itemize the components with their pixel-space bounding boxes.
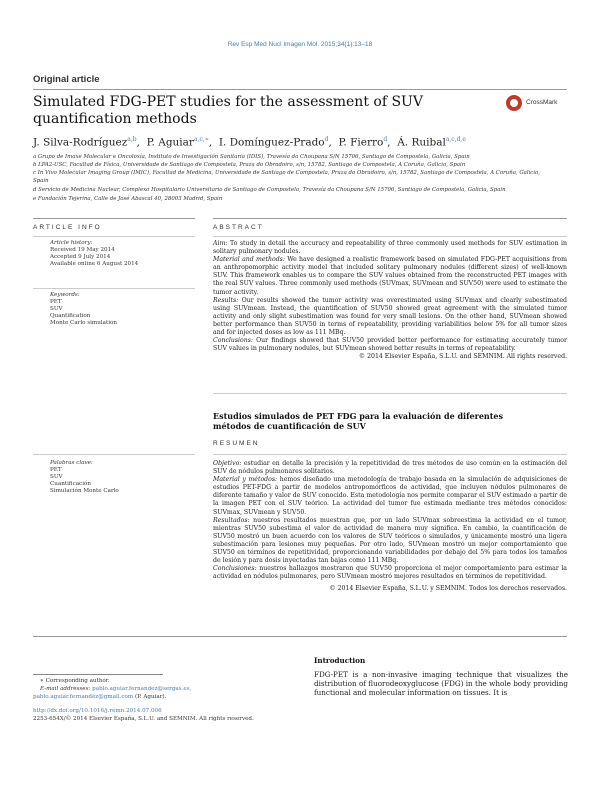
author-name: P. Fierro: [338, 136, 384, 149]
crossmark-label[interactable]: CrossMark: [526, 99, 558, 106]
email-line: E-mail addresses: pablo.aguiar.fernandez@sergas.es,: [40, 686, 192, 692]
crossmark-icon-center: [510, 99, 518, 107]
issn-line: 2253-654X/© 2014 Elsevier España, S.L.U. and SEMNIM. All rights reserved.: [33, 716, 254, 722]
keywords-divider: [33, 288, 195, 289]
email-line-2: pablo.aguiar.fernandez@gmail.com (P. Aguiar).: [33, 694, 167, 700]
doi-link[interactable]: http://dx.doi.org/10.1016/j.remn.2014.07.006: [33, 708, 162, 714]
resumen-heading: RESUMEN: [213, 440, 260, 447]
abstract-heading: ABSTRACT: [213, 224, 264, 231]
author-name: J. Silva-Rodríguez: [33, 136, 128, 149]
email-link[interactable]: pablo.aguiar.fernandez@gmail.com: [33, 694, 134, 700]
article-type: Original article: [33, 74, 100, 85]
abstract-body: Aim: To study in detail the accuracy and repeatability of three commonly used methods for SUV estimation in solitary pulmonary nodules. Material and methods: We have designed a realistic framework based on simulated FDG-PET acquisitions from an anthropomorphic activity model that included solitary pulmonary nodules (different sizes) of well-known SUV. This framework enables us to compare the SUV values obtained from the reconstructed PET images with the real SUV values. Three commonly used methods (SUVmax, SUVmean and SUV50) were used to estimate the tumor activity. Results: Our results showed the tumor activity was overestimated using SUVmax and clearly subestimated using SUVmean. Instead, the quantification of SUV50 showed great agreement with the simulated tumor activity and only slight subestimation was found for very small lesions. On the other hand, SUVmean showed better performance than SUV50 in terms of repeatability, providing variabilities below 5% for all tumor sizes and for injected doses as low as 111 MBq. Conclusions: Our findings showed that SUV50 provided better performance for estimating accurately tumor SUV values in pulmonary nodules, but SUVmean showed better results in terms of repeatability. © 2014 Elsevier España, S.L.U. and SEMNIM. All rights reserved.: [213, 240, 568, 361]
journal-citation[interactable]: Rev Esp Med Nucl Imagen Mol. 2015;34(1):13–18: [227, 41, 373, 48]
affiliation: c In Vivo Molecular Imaging Group (IMIC), Facultad de Medicina, Universidade de Santiago de Compostela, Praza do Obradoiro, s/n, 15782, Santiago de Compostela, A Coruña, Galicia,: [33, 170, 540, 176]
article-history: Article history: Received 19 May 2014 Accepted 9 July 2014 Available online 6 August 2014: [50, 240, 139, 267]
affiliation: d Servicio de Medicina Nuclear, Complexo Hospitalario Universitario de Santiago de Compostela, Travesía da Choupana S/N 15706, Santiago de Compostela, Galicia, Spain: [33, 187, 506, 193]
spanish-title: Estudios simulados de PET FDG para la evaluación de diferentes métodos de cuantificación de SUV: [213, 411, 504, 431]
affiliation: Spain: [33, 178, 49, 184]
affiliation: e Fundación Tejerina, Calle de José Abascal 40, 28003 Madrid, Spain: [33, 196, 223, 202]
author-list: J. Silva-Rodríguez$^{a,b}$, P. Aguiar$^{a,c,∗}$, I. Domínguez-Prado$^d$, P. Fierro$^d$, Á. Ruibal$^{a,c,d,e}$: [33, 136, 466, 149]
email-link[interactable]: pablo.aguiar.fernandez@sergas.es,: [92, 686, 192, 692]
palabras-clave: Palabras clave: PET SUV Cuantificación Simulación Monte Carlo: [50, 460, 119, 494]
author-name: Á. Ruibal: [397, 136, 446, 149]
abstract-divider: [213, 236, 567, 237]
intro-heading: Introduction: [314, 656, 366, 665]
article-info-divider: [33, 236, 195, 237]
keywords: Keywords: PET SUV Quantification Monte Carlo simulation: [50, 292, 117, 326]
affiliation: a Grupo de Imaxe Molecular e Oncoloxía, Instituto de Investigación Sanitaria (IDIS), Travesía da Choupana S/N 15706, Santiago de Compostela, Galicia, Spain: [33, 154, 470, 160]
abstract-end-rule: [213, 393, 567, 394]
footnote-rule: [33, 674, 163, 675]
resumen-body: Objetivo: estudiar en detalle la precisión y la repetitividad de tres métodos de uso común en la estimación del SUV de nódulos pulmonares solitarios. Material y métodos: hemos diseñado una metodología de trabajo basada en la simulación de adquisiciones de estudios PET-FDG a partir de modelos antropomórficos de actividad, que incluyen nódulos pulmonares de diferente tamaño y valor de SUV conocido. Esta metodología nos permite comparar el SUV estimado a partir de la imagen PET con el SUV teórico. La actividad del tumor fue estimada mediante tres métodos conocidos: SUVmax, SUVmean y SUV50. Resultados: nuestros resultados muestran que, por un lado SUVmax sobreestima la actividad en el tumor, mientras SUV50 subestima el valor de actividad de manera muy significa. En cambio, la cuantificación de SUV50 mostró un buen acuerdo con los valores de SUV teóricos o simulados, y únicamente mostró una ligera subestimación para lesiones muy pequeñas. Por otro lado, SUVmean mostró un mejor comportamiento que SUV50 en términos de repetitividad, proporcionando variabilidades por debajo del 5% para todos los tamaños de lesión y para dosis inyectadas tan bajas como 111 MBq. Conclusiones: nuestros hallazgos mostraron que SUV50 proporciona el mejor comportamiento para estimar la actividad en nódulos pulmonares, pero SUVmean mostró mejores resultados en términos de repetitividad. © 2014 Elsevier España, S.L.U. y SEMNIM. Todos los derechos reservados.: [213, 460, 568, 593]
palabras-divider: [33, 454, 195, 455]
author-name: P. Aguiar: [146, 136, 194, 149]
article-info-rule: [33, 218, 195, 219]
body-rule: [33, 636, 567, 637]
corresponding-author: ∗ Corresponding author.: [40, 678, 110, 684]
intro-text: FDG-PET is a non-invasive imaging technique that visualizes the distribution of fluorodeoxyglucose (FDG) in the whole body providing functional and molecular information on tissues. It is: [314, 670, 568, 698]
resumen-divider: [213, 454, 567, 455]
abstract-rule: [213, 218, 567, 219]
author-name: I. Domínguez-Prado: [218, 136, 325, 149]
article-info-heading: ARTICLE INFO: [33, 224, 102, 231]
affiliation: b LPA2-USC, Facultad de Física, Universidade de Santiago de Compostela, Praza do Obradoiro, s/n, 15782, Santiago de Compostela, A Coruña, Galicia, Spain: [33, 162, 466, 168]
paper-title: Simulated FDG-PET studies for the assessment of SUV quantification methods: [33, 94, 423, 127]
title-rule: [33, 89, 567, 90]
